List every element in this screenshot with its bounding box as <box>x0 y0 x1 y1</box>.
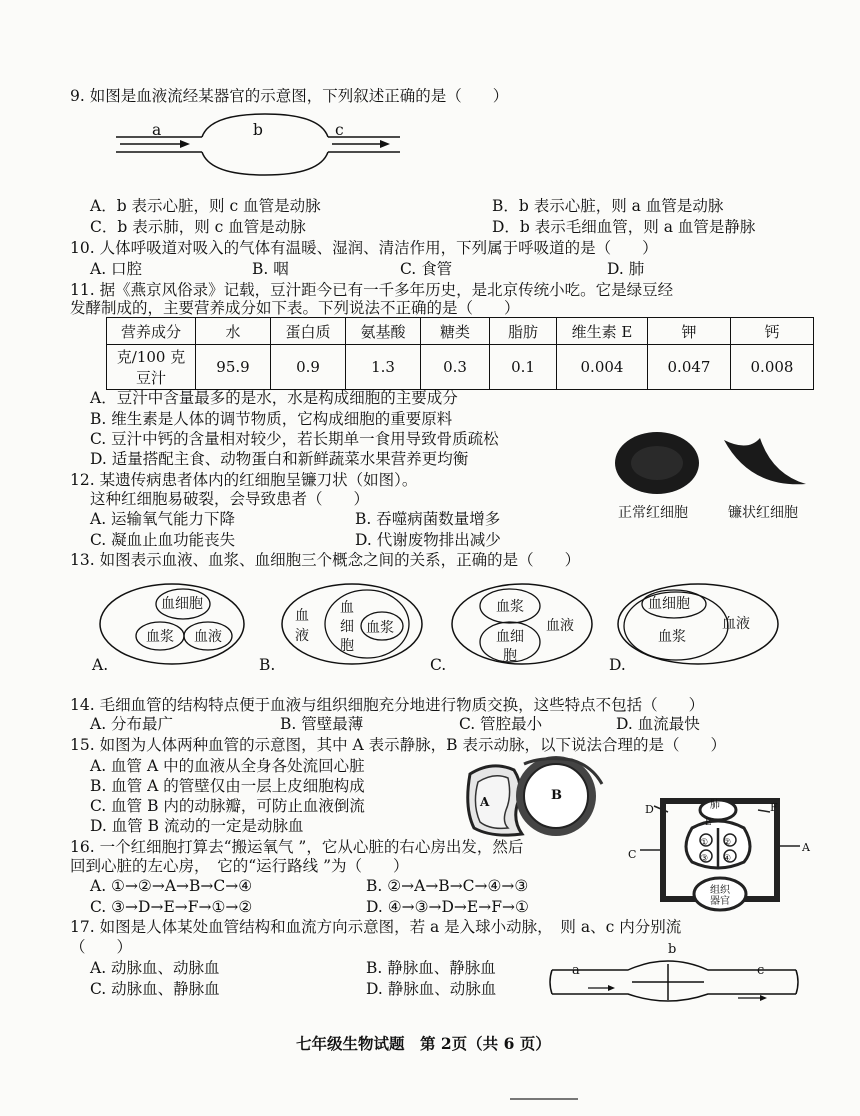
venn-letter-c[interactable]: C. <box>430 656 447 674</box>
q15-option-a[interactable]: A. 血管 A 中的血液从全身各处流回心脏 <box>90 757 365 775</box>
nutrition-table <box>106 317 814 390</box>
sickle-cell-caption: 镰状红细胞 <box>728 505 798 521</box>
sickle-red-cell-image <box>720 432 810 492</box>
venn-b-blood-1: 血 <box>295 608 309 624</box>
circ-tissue-label-2: 器官 <box>710 896 730 907</box>
q12-option-d[interactable]: D. 代谢废物排出减少 <box>355 531 501 549</box>
q9-option-a[interactable]: A．b 表示心脏，则 c 血管是动脉 <box>90 197 321 215</box>
q14-option-d[interactable]: D. 血流最快 <box>616 715 700 733</box>
vessel-label-b: B <box>551 788 562 803</box>
table-cell: 0.9 <box>271 345 346 390</box>
q9-label-a: a <box>152 121 162 139</box>
q17-option-a[interactable]: A. 动脉血、动脉血 <box>90 959 220 977</box>
q12-stem-line2: 这种红细胞易破裂，会导致患者（ ） <box>90 490 370 508</box>
q17-stem-line2: （ ） <box>70 938 133 956</box>
table-header-cell: 营养成分 <box>107 318 196 345</box>
q17-label-a: a <box>572 963 580 978</box>
q17-option-c[interactable]: C. 动脉血、静脉血 <box>90 980 220 998</box>
venn-a-plasma: 血浆 <box>146 629 174 645</box>
venn-c-cell-1: 血细 <box>496 629 524 645</box>
venn-c-cell-2: 胞 <box>503 648 517 664</box>
venn-letter-d[interactable]: D. <box>609 656 626 674</box>
normal-red-cell-image <box>612 430 702 496</box>
table-header-cell: 氨基酸 <box>346 318 421 345</box>
venn-a-blood: 血液 <box>194 629 222 645</box>
q11-option-b[interactable]: B. 维生素是人体的调节物质，它构成细胞的重要原料 <box>90 410 453 428</box>
circ-label-e: E <box>705 818 712 828</box>
circ-label-c: C <box>628 848 637 861</box>
q15-option-b[interactable]: B. 血管 A 的管壁仅由一层上皮细胞构成 <box>90 777 365 795</box>
q10-stem: 10. 人体呼吸道对吸入的气体有温暖、湿润、清洁作用，下列属于呼吸道的是（ ） <box>70 239 658 257</box>
table-header-cell: 脂肪 <box>490 318 557 345</box>
venn-d-blood-cell: 血细胞 <box>648 596 690 612</box>
q11-option-a[interactable]: A．豆汁中含量最多的是水，水是构成细胞的主要成分 <box>90 389 458 407</box>
q15-stem: 15. 如图为人体两种血管的示意图，其中 A 表示静脉，B 表示动脉，以下说法合理的是（ ） <box>70 736 726 754</box>
circ-lung-label: 肺 <box>710 800 720 811</box>
circ-label-a: A <box>802 841 810 854</box>
q16-stem-line2: 回到心脏的左心房， 它的“运行路线 ”为（ ） <box>70 857 409 875</box>
q16-option-a[interactable]: A. ①→②→A→B→C→④ <box>90 877 253 895</box>
venn-b-cell-3: 胞 <box>340 638 354 654</box>
q12-option-b[interactable]: B. 吞噬病菌数量增多 <box>355 510 501 528</box>
venn-c-plasma: 血浆 <box>496 599 524 615</box>
q12-option-c[interactable]: C. 凝血止血功能丧失 <box>90 531 236 549</box>
q14-option-b[interactable]: B. 管壁最薄 <box>280 715 364 733</box>
table-cell: 0.1 <box>490 345 557 390</box>
circ-label-d: D <box>645 803 654 816</box>
page-footer: 七年级生物试题 第 2页（共 6 页） <box>296 1034 551 1053</box>
circ-num-1: ① <box>700 838 709 848</box>
circ-label-f: F <box>770 801 778 814</box>
q11-stem-line1: 11. 据《燕京风俗录》记载，豆汁距今已有一千多年历史，是北京传统小吃。它是绿豆经 <box>70 281 674 299</box>
table-cell: 0.004 <box>557 345 648 390</box>
circ-num-2: ② <box>723 838 732 848</box>
circ-tissue-label-1: 组织 <box>710 885 730 896</box>
table-cell: 1.3 <box>346 345 421 390</box>
q10-option-d[interactable]: D. 肺 <box>607 260 645 278</box>
table-row-label: 克/100 克 豆汁 <box>107 345 196 390</box>
venn-d-blood: 血液 <box>722 616 750 632</box>
venn-b-plasma: 血浆 <box>366 620 394 636</box>
q9-label-b: b <box>253 121 263 139</box>
q10-option-c[interactable]: C. 食管 <box>400 260 453 278</box>
q14-option-a[interactable]: A. 分布最广 <box>90 715 174 733</box>
q16-option-c[interactable]: C. ③→D→E→F→①→② <box>90 898 253 916</box>
q17-option-d[interactable]: D. 静脉血、动脉血 <box>366 980 497 998</box>
table-cell: 0.008 <box>731 345 814 390</box>
table-header-cell: 维生素 E <box>557 318 648 345</box>
q17-label-b: b <box>668 942 677 957</box>
table-cell: 95.9 <box>196 345 271 390</box>
normal-cell-caption: 正常红细胞 <box>618 505 688 521</box>
circ-num-3: ③ <box>700 854 709 864</box>
q11-option-d[interactable]: D. 适量搭配主食、动物蛋白和新鲜蔬菜水果营养更均衡 <box>90 450 469 468</box>
table-header-cell: 钾 <box>648 318 731 345</box>
venn-letter-a[interactable]: A. <box>92 656 109 674</box>
q16-option-b[interactable]: B. ②→A→B→C→④→③ <box>366 877 529 895</box>
circ-num-4: ④ <box>723 854 732 864</box>
table-header-cell: 水 <box>196 318 271 345</box>
table-cell: 0.047 <box>648 345 731 390</box>
q10-option-b[interactable]: B. 咽 <box>252 260 289 278</box>
q15-option-c[interactable]: C. 血管 B 内的动脉瓣，可防止血液倒流 <box>90 797 365 815</box>
q14-stem: 14. 毛细血管的结构特点便于血液与组织细胞充分地进行物质交换，这些特点不包括（ ） <box>70 696 705 714</box>
q17-label-c: c <box>757 963 765 978</box>
q17-stem-line1: 17. 如图是人体某处血管结构和血流方向示意图，若 a 是入球小动脉， 则 a、c 内分别流 <box>70 918 682 936</box>
bottom-mark <box>510 1098 578 1100</box>
venn-a-blood-cell: 血细胞 <box>161 596 203 612</box>
q12-option-a[interactable]: A. 运输氧气能力下降 <box>90 510 236 528</box>
venn-letter-b[interactable]: B. <box>259 656 276 674</box>
q11-stem-line2: 发酵制成的，主要营养成分如下表。下列说法不正确的是（ ） <box>70 299 520 317</box>
q10-option-a[interactable]: A. 口腔 <box>90 260 143 278</box>
venn-b-cell-2: 细 <box>340 619 354 635</box>
q9-label-c: c <box>335 121 344 139</box>
q12-stem-line1: 12. 某遗传病患者体内的红细胞呈镰刀状（如图）。 <box>70 471 418 489</box>
q16-option-d[interactable]: D. ④→③→D→E→F→① <box>366 898 529 916</box>
vessel-label-a: A <box>480 795 490 809</box>
venn-b-blood-2: 液 <box>295 628 309 644</box>
table-header-cell: 糖类 <box>421 318 490 345</box>
q9-option-c[interactable]: C．b 表示肺，则 c 血管是动脉 <box>90 218 306 236</box>
q9-option-d[interactable]: D．b 表示毛细血管，则 a 血管是静脉 <box>492 218 756 236</box>
venn-b-cell-1: 血 <box>340 600 354 616</box>
q15-option-d[interactable]: D. 血管 B 流动的一定是动脉血 <box>90 817 304 835</box>
venn-c-blood: 血液 <box>546 618 574 634</box>
q9-option-b[interactable]: B．b 表示心脏，则 a 血管是动脉 <box>492 197 724 215</box>
q16-stem-line1: 16. 一个红细胞打算去“搬运氧气 ”，它从心脏的右心房出发，然后 <box>70 838 524 856</box>
table-cell: 0.3 <box>421 345 490 390</box>
table-header-cell: 蛋白质 <box>271 318 346 345</box>
q13-stem: 13. 如图表示血液、血浆、血细胞三个概念之间的关系，正确的是（ ） <box>70 551 581 569</box>
venn-d-plasma: 血浆 <box>658 629 686 645</box>
q9-stem: 9. 如图是血液流经某器官的示意图，下列叙述正确的是（ ） <box>70 87 509 105</box>
q17-option-b[interactable]: B. 静脉血、静脉血 <box>366 959 496 977</box>
table-header-cell: 钙 <box>731 318 814 345</box>
q11-option-c[interactable]: C. 豆汁中钙的含量相对较少，若长期单一食用导致骨质疏松 <box>90 430 499 448</box>
q14-option-c[interactable]: C. 管腔最小 <box>459 715 543 733</box>
